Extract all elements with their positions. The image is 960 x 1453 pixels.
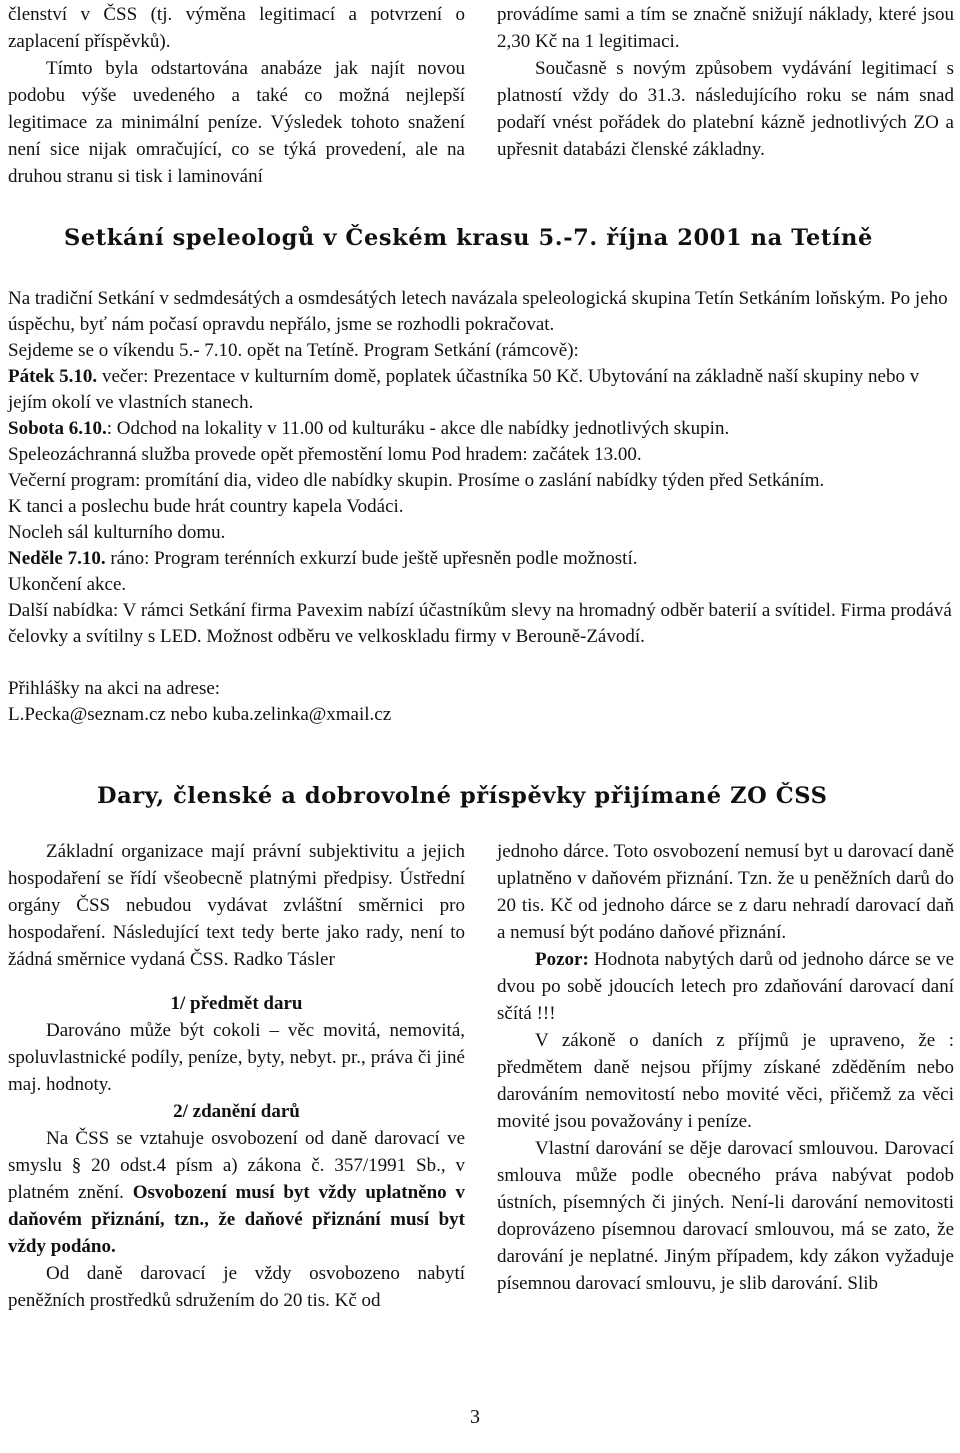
- meeting-line: K tanci a poslechu bude hrát country kapela Vodáci.: [8, 496, 404, 517]
- tax-bold-text: Osvobození musí byt vždy uplatněno v daňovém přiznání, tzn., že daňové přiznání musí byt vždy podáno.: [8, 1182, 465, 1257]
- paragraph: Základní organizace mají právní subjektivitu a jejich hospodaření se řídí všeobecně platnými předpisy. Ústřední orgány ČSS nebudou vydávat zvláštní směrnici pro hospodaření. Následující text tedy berte jako rady, není to žádná směrnice vydaná ČSS. Radko Tásler: [8, 841, 465, 970]
- sunday-text: ráno: Program terénních exkurzí bude ještě upřesněn podle možností.: [105, 548, 638, 569]
- meeting-line: Další nabídka: V rámci Setkání firma Pavexim nabízí účastníkům slevy na hromadný odběr baterií a svítidel. Firma prodává čelovky a svítilny s LED. Možnost odběru ve velkoskladu firmy v Berouně-Závodí.: [8, 600, 952, 647]
- meeting-line: Speleozáchranná služba provede opět přemostění lomu Pod hradem: začátek 13.00.: [8, 444, 642, 465]
- meeting-line: Sejdeme se o víkendu 5.- 7.10. opět na Tetíně. Program Setkání (rámcově):: [8, 340, 579, 361]
- meeting-line: Večerní program: promítání dia, video dle nabídky skupin. Prosíme o zaslání nabídky týden před Setkáním.: [8, 470, 825, 491]
- donations-heading: Dary, členské a dobrovolné příspěvky přijímané ZO ČSS: [97, 783, 828, 809]
- contact-label: Přihlášky na akci na adrese:: [8, 678, 221, 699]
- paragraph: jednoho dárce. Toto osvobození nemusí byt u darovací daně uplatněno v daňovém přiznání. Tzn. že u peněžních darů do 20 tis. Kč od jednoho dárce se z daru nehradí darovací daň a nemusí být podáno daňové přiznání.: [497, 841, 954, 943]
- paragraph: Od daně darovací je vždy osvobozeno nabytí peněžních prostředků sdružením do 20 tis. Kč od: [8, 1263, 465, 1311]
- meeting-line: Ukončení akce.: [8, 574, 127, 595]
- meeting-line: Nocleh sál kulturního domu.: [8, 522, 226, 543]
- subheading-tax: 2/ zdanění darů: [173, 1101, 300, 1122]
- meeting-heading: Setkání speleologů v Českém krasu 5.-7. října 2001 na Tetíně: [64, 225, 873, 251]
- paragraph: V zákoně o daních z příjmů je upraveno, že : předmětem daně nejsou příjmy získané zděděním nebo darováním nemovitostí nebo movité věci, přičemž za věci movité jsou považovány i peníze.: [497, 1030, 954, 1132]
- top-right-column: [497, 1, 954, 163]
- paragraph: členství v ČSS (tj. výměna legitimací a potvrzení o zaplacení příspěvků).: [8, 4, 465, 52]
- warning-text: Hodnota nabytých darů od jednoho dárce se ve dvou po sobě jdoucích letech pro zdaňování darovací daní sčítá !!!: [497, 949, 954, 1024]
- friday-text: večer: Prezentace v kulturním domě, poplatek účastníka 50 Kč. Ubytování na základně naší skupiny nebo v jejím okolí ve vlastních stanech.: [8, 366, 920, 413]
- meeting-friday: [8, 364, 954, 416]
- paragraph: provádíme sami a tím se značně snižují náklady, které jsou 2,30 Kč na 1 legitimaci.: [497, 4, 954, 52]
- meeting-intro: Na tradiční Setkání v sedmdesátých a osmdesátých letech navázala speleologická skupina Tetín Setkáním loňským. Po jeho úspěchu, byť nám počasí opravdu nepřálo, jsme se rozhodli pokračovat.: [8, 288, 948, 335]
- page-number: 3: [470, 1406, 480, 1428]
- paragraph: [8, 1125, 465, 1260]
- meeting-body: [8, 286, 954, 728]
- donations-left-column: [8, 838, 465, 1314]
- saturday-label: Sobota 6.10.: [8, 418, 107, 439]
- paragraph: Vlastní darování se děje darovací smlouvou. Darovací smlouva může podle obecného práva nabývat podob ústních, písemných či jiných. Není-li darování nemovitosti doprovázeno písemnou darovací smlouvou, má se zato, že darování je neplatné. Jiným případem, kdy zákon vyžaduje písemnou darovací smlouvu, je slib darování. Slib: [497, 1138, 954, 1294]
- paragraph: Současně s novým způsobem vydávání legitimací s platností vždy do 31.3. následujícího roku se nám snad podaří vnést pořádek do platební kázně jednotlivých ZO a upřesnit databázi členské základny.: [497, 58, 954, 160]
- paragraph: [497, 946, 954, 1027]
- paragraph: Tímto byla odstartována anabáze jak najít novou podobu výše uvedeného a také co možná nejlepší legitimace za minimální peníze. Výsledek tohoto snažení není sice nijak omračující, co se týká provedení, ale na druhou stranu si tisk i laminování: [8, 58, 465, 187]
- contact-emails: L.Pecka@seznam.cz nebo kuba.zelinka@xmail.cz: [8, 704, 392, 725]
- top-left-column: [8, 1, 465, 190]
- tax-text: Na ČSS se vztahuje osvobození od daně darovací ve smyslu § 20 odst.4 písm a) zákona č. 357/1991 Sb., v platném znění.: [8, 1128, 465, 1203]
- donations-right-column: [497, 838, 954, 1297]
- sunday-label: Neděle 7.10.: [8, 548, 106, 569]
- meeting-sunday: [8, 546, 954, 572]
- saturday-text: : Odchod na lokality v 11.00 od kulturáku - akce dle nabídky jednotlivých skupin.: [106, 418, 730, 439]
- meeting-saturday: [8, 416, 954, 442]
- paragraph: Darováno může být cokoli – věc movitá, nemovitá, spoluvlastnické podíly, peníze, byty, nebyt. pr., práva či jiné maj. hodnoty.: [8, 1020, 465, 1095]
- friday-label: Pátek 5.10.: [8, 366, 98, 387]
- warning-label: Pozor:: [535, 949, 589, 970]
- subheading-item: 1/ předmět daru: [170, 993, 303, 1014]
